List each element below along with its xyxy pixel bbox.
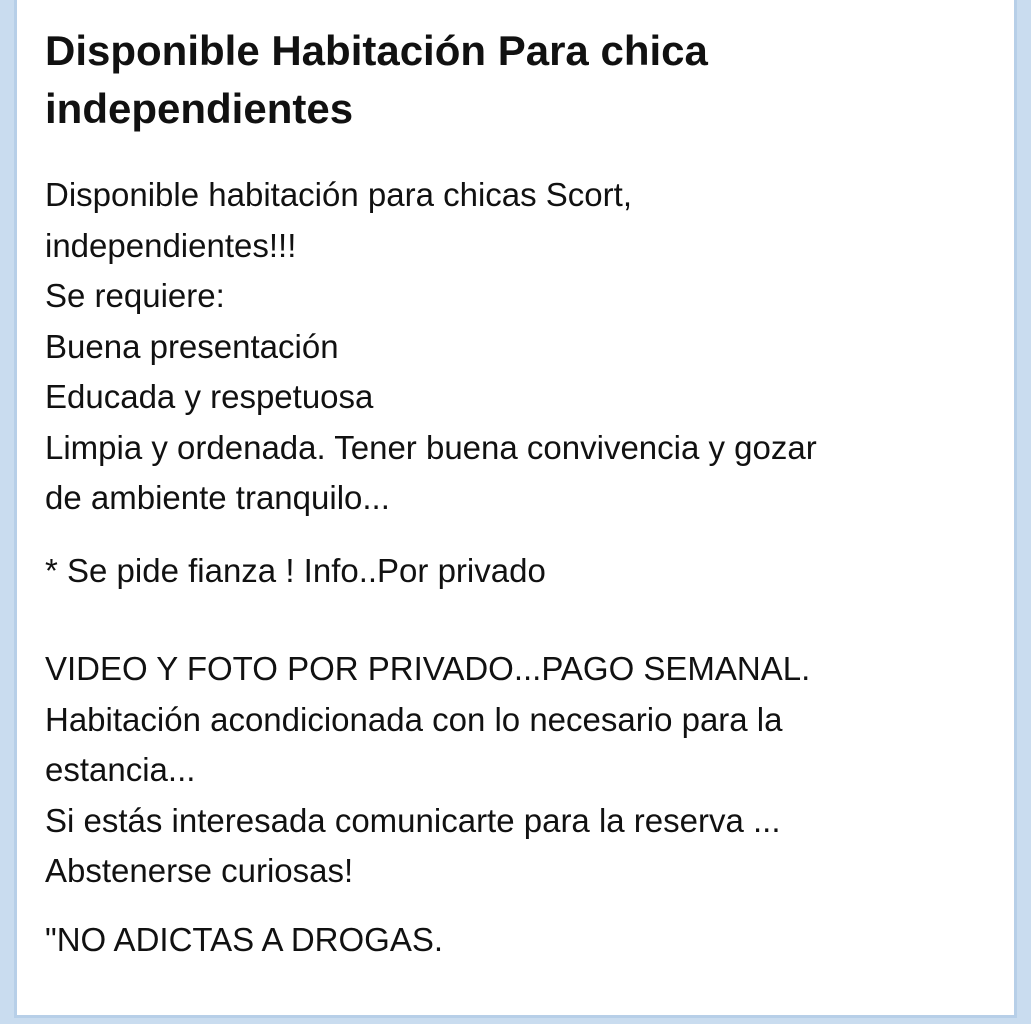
paragraph-spacer [45, 897, 985, 915]
post-title: Disponible Habitación Para chica independientes [45, 27, 708, 132]
paragraph-spacer [45, 524, 985, 546]
paragraph-spacer [45, 596, 985, 644]
post-line: estancia... [45, 751, 196, 788]
post-line: Limpia y ordenada. Tener buena convivencia y gozar [45, 428, 817, 466]
post-line: independientes!!! [45, 226, 297, 264]
post-line: Educada y respetuosa [45, 378, 374, 415]
post-line: Disponible habitación para chicas Scort, [45, 176, 632, 213]
post-line: de ambiente tranquilo... [45, 479, 390, 516]
post-line: Abstenerse curiosas! [45, 852, 354, 889]
post-card [14, 0, 1017, 1018]
post-line: Habitación acondicionada con lo necesario para la [45, 700, 783, 738]
post-line: Buena presentación [45, 327, 339, 365]
post-line: Se requiere: [45, 277, 225, 314]
post-body [45, 170, 985, 965]
post-line: VIDEO Y FOTO POR PRIVADO...PAGO SEMANAL. [45, 650, 811, 687]
post-line: Si estás interesada comunicarte para la reserva ... [45, 801, 781, 839]
post-line: "NO ADICTAS A DROGAS. [45, 920, 444, 958]
post-line: * Se pide fianza ! Info..Por privado [45, 551, 546, 589]
